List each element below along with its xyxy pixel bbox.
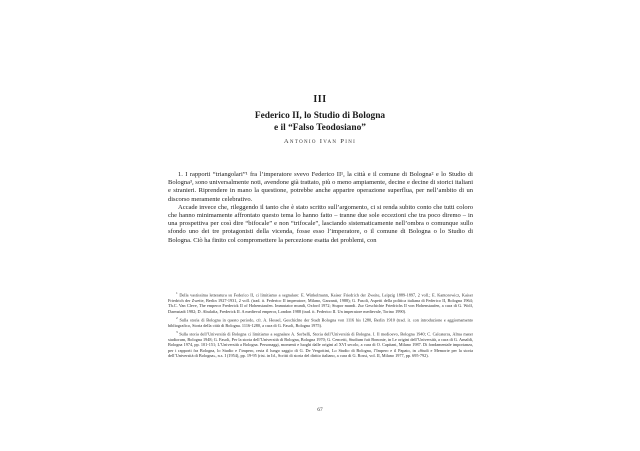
footnote xyxy=(168,291,473,314)
footnote xyxy=(168,330,473,359)
footnote-mark: 2 xyxy=(176,315,178,320)
footnote-text: Sulla storia dell’Università di Bologna ci limitiamo a segnalare A. Sorbelli, Storia dell’Università di Bologna. I. Il medioevo, Bologna 1940; C. Calcaterra, Alma mater studiorum, Bologna 1948; G. Fasoli, Per la storia dell’Università di Bologna, Bologna 1970; G. Cencetti, Studium fuit Bononie, in Le origini dell’Università, a cura di G. Arnaldi, Bologna 1974, pp. 101-151; L’Università a Bologna. Personaggi, momenti e luoghi dalle origini al XVI secolo, a cura di O. Capitani, Milano 1987. Di fondamentale importanza, per i rapporti fra Bologna, lo Studio e l’impero, resta il lungo saggio di G. De Vergottini, Lo Studio di Bologna, l’Impero e il Papato, in «Studi e Memorie per la storia dell’Università di Bologna», n.s. I (1954), pp. 19-95 (rist. in Id., Scritti di storia del diritto italiano, a cura di G. Rossi, vol. II, Milano 1977, pp. 695-792). xyxy=(168,331,474,358)
footnote-mark: 1 xyxy=(176,291,178,295)
footnote xyxy=(168,316,473,328)
body-paragraph: 1. I rapporti “triangolari”¹ fra l’imperatore svevo Federico II¹, la città e il comune di Bologna² e lo Studio di Bologna³, sono universalmente noti, avendone già trattato, più o meno ampiamente, decine e decine di storici italiani e stranieri. Riprendere in mano la questione, potrebbe anche apparire operazione superflua, per nell’ambito di un discorso meramente celebrativo. xyxy=(168,171,473,203)
author-name: Antonio Ivan Pini xyxy=(283,138,357,145)
chapter-title xyxy=(0,110,640,134)
page-number: 67 xyxy=(317,407,323,413)
chapter-title-line-2: e il “Falso Teodosiano” xyxy=(274,123,366,133)
chapter-title-line-1: Federico II, lo Studio di Bologna xyxy=(254,111,386,121)
chapter-number: III xyxy=(313,94,327,105)
body-paragraph: Accade invece che, rileggendo il tanto che è stato scritto sull’argomento, ci si renda subito conto che tutti coloro che hanno minimamente affrontato questo tema lo hanno fatto – tranne due sole eccezioni che tra poco diremo – in una prospettiva per così dire “bifocale” e non “trifocale”, lasciando sistematicamente nell’ombra o comunque sullo sfondo uno dei tre protagonisti della vicenda, fosse esso l’imperatore, o il comune di Bologna o lo Studio di Bologna. Ciò ha finito col compromettere la percezione esatta dei problemi, con xyxy=(168,203,473,244)
body-text xyxy=(168,171,473,245)
footnote-text: Sulla storia di Bologna in questo periodo, cfr. A. Hessel, Geschichte der Stadt Bologna von 1116 bis 1280, Berlin 1910 (trad. it. con introduzione e aggiornamento bibliografico, Storia della città di Bologna. 1116-1280, a cura di G. Fasoli, Bologna 1975). xyxy=(168,317,474,328)
footnote-text: Della vastissima letteratura su Federico II, ci limitiamo a segnalare: E. Winkelmann, Kaiser Friedrich der Zweite, Leipzig 1889-1897, 2 voll.; E. Kantorowicz, Kaiser Friedrich der Zweite, Berlin 1927-1931, 2 voll. (trad. it. Federico II imperatore, Milano, Garzanti, 1988); G. Fasoli, Aspetti della politica italiana di Federico II, Bologna 1964; Th.C. Van Cleve, The emperor Frederick II of Hohenstaufen. Immutator mundi, Oxford 1972; Stupor mundi. Zur Geschichte Friedrichs II von Hohenstaufen, a cura di G. Wolf, Darmstadt 1982; D. Abulafia, Frederick II. A medieval emperor, London 1988 (trad. it. Federico II. Un imperatore medievale, Torino 1990). xyxy=(168,292,474,314)
footnotes xyxy=(168,291,473,360)
footnote-mark: 3 xyxy=(176,329,178,334)
